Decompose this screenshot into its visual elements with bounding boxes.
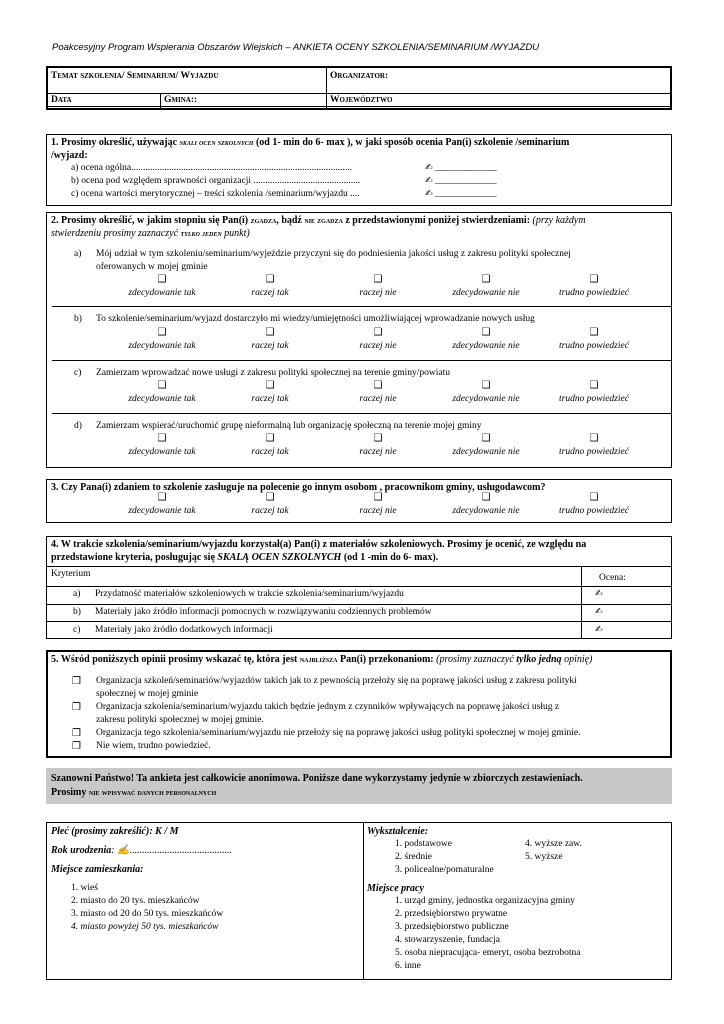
checkbox-icon[interactable]: ❑ — [481, 433, 491, 444]
checkbox-icon[interactable]: ❑ — [481, 274, 491, 285]
scale-option-1[interactable] — [107, 493, 217, 516]
scale-label: raczej tak — [251, 394, 289, 404]
q4-row-c-pen-icon[interactable]: ✍ — [595, 625, 603, 635]
scale-label: zdecydowanie nie — [452, 394, 520, 404]
ocena-header: Ocena: — [599, 573, 626, 583]
q1-answer-c[interactable]: ✍ _____________ — [425, 189, 497, 199]
scale-option-4[interactable] — [431, 275, 541, 298]
q2-item-b-text: To szkolenie/seminarium/wyjazd dostarczyło mi wiedzy/umiejętności umożliwiającej wprowadzanie nowych usług — [96, 314, 535, 324]
checkbox-icon[interactable]: ❑ — [157, 327, 167, 338]
scale-option-4[interactable] — [431, 328, 541, 351]
pen-icon: ✍ — [425, 163, 433, 173]
page-header: Poakcesyjny Program Wspierania Obszarów Wiejskich – ANKIETA OCENY SZKOLENIA/SEMINARIUM /WYJAZDU — [52, 42, 540, 53]
q4-row-a-pen-icon[interactable]: ✍ — [595, 589, 603, 599]
q2-item-d-text: Zamierzam wspierać/uruchomić grupę nieformalną lub organizację społeczną na terenie mojej gminy — [96, 421, 482, 431]
scale-label: zdecydowanie nie — [452, 447, 520, 457]
gmina-label: Gmina:: — [164, 95, 198, 105]
miejsce-option-2[interactable]: 2. miasto do 20 tys. mieszkańców — [71, 896, 200, 906]
q5-option-1-checkbox[interactable]: ❒ — [72, 676, 81, 687]
q2-intro-cont: stwierdzeniu prosimy zaznaczyć tylko jeden punkt) — [51, 228, 250, 239]
scale-option-2[interactable] — [215, 493, 325, 516]
scale-option-3[interactable] — [323, 328, 433, 351]
q5-option-2-checkbox[interactable]: ❒ — [72, 702, 81, 713]
scale-option-2[interactable] — [215, 381, 325, 404]
pen-icon: ✍ — [425, 176, 433, 186]
anonymity-notice — [46, 768, 672, 804]
q2-item-d-letter: d) — [74, 421, 82, 431]
wyksztalcenie-label: Wykształcenie: — [367, 826, 429, 837]
q1-answer-b[interactable]: ✍ _____________ — [425, 176, 497, 186]
checkbox-icon[interactable]: ❑ — [265, 380, 275, 391]
scale-label: trudno powiedzieć — [559, 288, 629, 298]
miejsce-pracy-label: Miejsce pracy — [367, 883, 424, 894]
praca-option-6[interactable]: 6. inne — [395, 961, 421, 971]
scale-label: raczej tak — [251, 341, 289, 351]
scale-label: raczej nie — [359, 394, 397, 404]
q4-row-b-letter: b) — [73, 607, 81, 617]
q2-item-a-letter: a) — [74, 249, 82, 259]
scale-option-2[interactable] — [215, 328, 325, 351]
praca-option-1[interactable]: 1. urząd gminy, jednostka organizacyjna gminy — [395, 896, 575, 906]
scale-option-5[interactable] — [539, 493, 649, 516]
checkbox-icon[interactable]: ❑ — [589, 433, 599, 444]
q1-intro-cont: /wyjazd: — [51, 150, 88, 161]
q2-item-a-text: Mój udział w tym szkoleniu/seminarium/wyjeździe przyczyni się do podniesienia jakości usług z zakresu polityki społecznej — [96, 249, 571, 259]
scale-option-5[interactable] — [539, 328, 649, 351]
q5-intro: 5. Wśród poniższych opinii prosimy wskazać tę, która jest najbliższa Pan(i) przekonaniom: (prosimy zaznaczyć tylko jedną opinię) — [51, 654, 593, 665]
q1-intro: 1. Prosimy określić, używając skali ocen szkolnych (od 1- min do 6- max ), w jaki sposób ocenia Pan(i) szkolenie /seminarium — [51, 137, 570, 148]
q4-row-a-text: Przydatność materiałów szkoleniowych w trakcie szkolenia/seminarium/wyjazdu — [95, 589, 404, 599]
q2-item-b-letter: b) — [74, 314, 82, 324]
question-4 — [46, 536, 672, 639]
scale-label: zdecydowanie tak — [128, 341, 196, 351]
data-label: Data — [51, 95, 72, 105]
scale-label: trudno powiedzieć — [559, 506, 629, 516]
scale-label: raczej tak — [251, 447, 289, 457]
plec-field[interactable]: Płeć (prosimy zakreślić): K / M — [51, 826, 179, 837]
q4-intro: 4. W trakcie szkolenia/seminarium/wyjazdu korzystał(a) Pan(i) z materiałów szkoleniowych. Prosimy je ocenić, ze względu na — [51, 539, 587, 550]
scale-option-2[interactable] — [215, 434, 325, 457]
wojewodztwo-label: Województwo — [330, 95, 393, 105]
scale-option-3[interactable] — [323, 381, 433, 404]
scale-option-1[interactable] — [107, 381, 217, 404]
question-1 — [46, 134, 672, 206]
miejsce-option-1[interactable]: 1. wieś — [71, 883, 98, 893]
q4-row-b-text: Materiały jako źródło informacji pomocnych w rozwiązywaniu codziennych problemów — [95, 607, 432, 617]
wyk-option-3[interactable]: 3. policealne/pomaturalne — [395, 865, 494, 875]
scale-label: zdecydowanie nie — [452, 341, 520, 351]
q4-row-c-letter: c) — [73, 625, 81, 635]
q2-item-c-letter: c) — [74, 368, 82, 378]
scale-label: raczej nie — [359, 341, 397, 351]
checkbox-icon[interactable]: ❑ — [589, 380, 599, 391]
checkbox-icon[interactable]: ❑ — [589, 327, 599, 338]
scale-option-4[interactable] — [431, 381, 541, 404]
notice-line1: Szanowni Państwo! Ta ankieta jest całkowicie anonimowa. Poniższe dane wykorzystamy jedynie w zbiorczych zestawieniach. — [51, 773, 583, 784]
q5-option-2-cont: zakresu polityki społecznej w mojej gminie. — [96, 715, 264, 725]
temat-label: Temat szkolenia/ Seminarium/ Wyjazdu — [51, 71, 219, 81]
scale-option-3[interactable] — [323, 275, 433, 298]
scale-option-1[interactable] — [107, 275, 217, 298]
pen-icon: ✍ — [425, 189, 433, 199]
wyk-option-5[interactable]: 5. wyższe — [525, 852, 563, 862]
checkbox-icon[interactable]: ❑ — [157, 274, 167, 285]
scale-label: zdecydowanie tak — [128, 506, 196, 516]
praca-option-5[interactable]: 5. osoba niepracująca- emeryt, osoba bezrobotna — [395, 948, 581, 958]
q4-intro-cont: przedstawione kryteria, posługując się SKALĄ OCEN SZKOLNYCH (od 1 -min do 6- max). — [51, 552, 439, 563]
scale-option-1[interactable] — [107, 328, 217, 351]
q5-option-4: Nie wiem, trudno powiedzieć. — [96, 741, 211, 751]
scale-label: raczej tak — [251, 506, 289, 516]
scale-label: trudno powiedzieć — [559, 447, 629, 457]
scale-option-2[interactable] — [215, 275, 325, 298]
q4-row-a-letter: a) — [73, 589, 81, 599]
q5-option-3-checkbox[interactable]: ❒ — [72, 728, 81, 739]
q4-row-c-text: Materiały jako źródło dodatkowych informacji — [95, 625, 273, 635]
scale-label: raczej nie — [359, 506, 397, 516]
checkbox-icon[interactable]: ❑ — [157, 433, 167, 444]
checkbox-icon[interactable]: ❑ — [157, 380, 167, 391]
scale-label: raczej nie — [359, 447, 397, 457]
scale-label: zdecydowanie tak — [128, 447, 196, 457]
checkbox-icon[interactable]: ❑ — [373, 433, 383, 444]
scale-option-3[interactable] — [323, 434, 433, 457]
q1-item-c: c) ocena wartości merytorycznej – treści szkolenia /seminarium/wyjazdu .... — [71, 189, 360, 199]
praca-option-2[interactable]: 2. przedsiębiorstwo prywatne — [395, 909, 508, 919]
checkbox-icon[interactable]: ❑ — [265, 433, 275, 444]
scale-option-3[interactable] — [323, 493, 433, 516]
checkbox-icon[interactable]: ❑ — [481, 380, 491, 391]
miejsce-option-3[interactable]: 3. miasto od 20 do 50 tys. mieszkańców — [71, 909, 224, 919]
checkbox-icon[interactable]: ❑ — [481, 492, 491, 503]
q5-option-1-cont: społecznej w mojej gminie — [96, 689, 199, 699]
checkbox-icon[interactable]: ❑ — [265, 492, 275, 503]
scale-label: zdecydowanie tak — [128, 394, 196, 404]
checkbox-icon[interactable]: ❑ — [265, 274, 275, 285]
scale-label: zdecydowanie tak — [128, 288, 196, 298]
top-info-table — [46, 66, 672, 110]
checkbox-icon[interactable]: ❑ — [373, 380, 383, 391]
checkbox-icon[interactable]: ❑ — [589, 492, 599, 503]
checkbox-icon[interactable]: ❑ — [373, 274, 383, 285]
checkbox-icon[interactable]: ❑ — [157, 492, 167, 503]
scale-label: raczej tak — [251, 288, 289, 298]
organizator-label: Organizator: — [330, 71, 389, 81]
checkbox-icon[interactable]: ❑ — [373, 327, 383, 338]
scale-label: zdecydowanie nie — [452, 506, 520, 516]
personal-data-table — [46, 822, 672, 980]
q1-answer-a[interactable]: ✍ _____________ — [425, 163, 497, 173]
q1-item-b: b) ocena pod względem sprawności organizacji ............................................. — [71, 176, 361, 186]
scale-label: trudno powiedzieć — [559, 341, 629, 351]
q5-option-1: Organizacja szkoleń/seminariów/wyjazdów takich jak to z pewnością przełoży się na poprawę jakości usług z zakresu polityki — [96, 676, 577, 686]
wyk-option-2[interactable]: 2. średnie — [395, 852, 432, 862]
scale-option-5[interactable] — [539, 381, 649, 404]
q4-row-b-pen-icon[interactable]: ✍ — [595, 607, 603, 617]
miejsce-label: Miejsce zamieszkania: — [51, 864, 144, 875]
scale-option-4[interactable] — [431, 434, 541, 457]
wyk-option-4[interactable]: 4. wyższe zaw. — [525, 839, 582, 849]
scale-option-5[interactable] — [539, 275, 649, 298]
q2-intro: 2. Prosimy określić, w jakim stopniu się Pan(i) zgadza, bądź nie zgadza z przedstawionymi poniżej stwierdzeniami: (przy każdym — [51, 215, 586, 226]
praca-option-4[interactable]: 4. stowarzyszenie, fundacja — [395, 935, 500, 945]
checkbox-icon[interactable]: ❑ — [481, 327, 491, 338]
q5-option-3: Organizacja tego szkolenia/seminarium/wyjazdu nie przełoży się na poprawę jakości usług polityki społecznej w mojej gminie. — [96, 728, 581, 738]
rok-urodzenia-field[interactable]: Rok urodzenia: ✍......................................... — [51, 845, 233, 856]
scale-label: raczej nie — [359, 288, 397, 298]
question-5 — [46, 650, 672, 758]
checkbox-icon[interactable]: ❑ — [589, 274, 599, 285]
scale-label: trudno powiedzieć — [559, 394, 629, 404]
notice-line2: Prosimy nie wpisywać danych personalnych — [51, 787, 217, 798]
q5-option-4-checkbox[interactable]: ❒ — [72, 741, 81, 752]
q1-item-a: a) ocena ogólna............................................................................................. — [71, 163, 353, 173]
checkbox-icon[interactable]: ❑ — [265, 327, 275, 338]
praca-option-3[interactable]: 3. przedsiębiorstwo publiczne — [395, 922, 509, 932]
scale-option-1[interactable] — [107, 434, 217, 457]
miejsce-option-4[interactable]: 4. miasto powyżej 50 tys. mieszkańców — [71, 922, 219, 932]
scale-option-4[interactable] — [431, 493, 541, 516]
q5-option-2: Organizacja szkolenia/seminarium/wyjazdu takich będzie jednym z czynników wpływających na poprawę jakości usług z — [96, 702, 560, 712]
checkbox-icon[interactable]: ❑ — [373, 492, 383, 503]
q2-item-c-text: Zamierzam wprowadzać nowe usługi z zakresu polityki społecznej na terenie gminy/powiatu — [96, 368, 451, 378]
scale-option-5[interactable] — [539, 434, 649, 457]
q3-text: 3. Czy Pana(i) zdaniem to szkolenie zasługuje na polecenie go innym osobom , pracownikom gminy, usługodawcom? — [51, 482, 546, 493]
kryterium-header: Kryterium — [51, 569, 91, 579]
scale-label: zdecydowanie nie — [452, 288, 520, 298]
wyk-option-1[interactable]: 1. podstawowe — [395, 839, 452, 849]
q2-item-a-text2: oferowanych w mojej gminie — [96, 262, 208, 272]
